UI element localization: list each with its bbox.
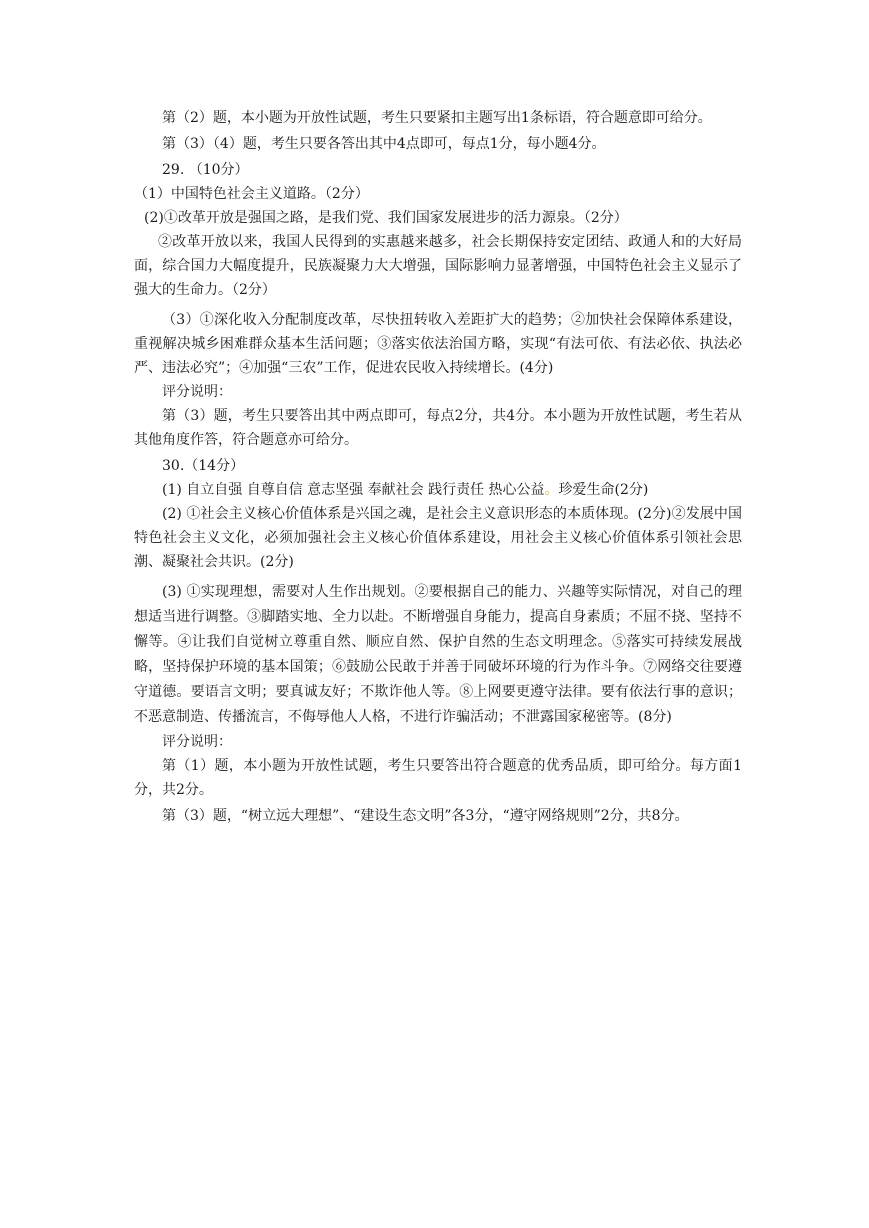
grading-note-q2: 第（2）题，本小题为开放性试题，考生只要紧扣主题写出1条标语，符合题意即可给分。: [162, 110, 712, 126]
q29-answer-2-part2: ②改革开放以来，我国人民得到的实惠越来越多，社会长期保持安定团结、政通人和的大好局面，综合国力大幅度提升，民族凝聚力大大增强，国际影响力显著增强，中国特色社会主义显示了强大的生命力。（2分）: [134, 234, 742, 298]
q29-answer-1: （1）中国特色社会主义道路。（2分）: [134, 186, 369, 202]
q29-answer-3: （3）①深化收入分配制度改革，尽快扭转收入差距扩大的趋势；②加快社会保障体系建设，重视解决城乡困难群众基本生活问题；③落实依法治国方略，实现“有法可依、有法必依、执法必严、违法必究”；④加强“三农”工作，促进农民收入持续增长。(4分): [134, 312, 742, 376]
question-29-heading: 29. （10分）: [162, 162, 249, 178]
document-page: [134, 106, 742, 828]
q29-answer-2-part1: (2)①改革开放是强国之路，是我们党、我们国家发展进步的活力源泉。（2分）: [144, 210, 628, 226]
q29-grading-heading: 评分说明：: [162, 384, 232, 400]
q30-grading-heading: 评分说明：: [162, 734, 232, 750]
q29-grading-note: 第（3）题，考生只要答出其中两点即可，每点2分，共4分。本小题为开放性试题，考生若从其他角度作答，符合题意亦可给分。: [134, 408, 742, 448]
q30-answer-1: (1) 自立自强 自尊自信 意志坚强 奉献社会 践行责任 热心公益。珍爱生命(2分): [162, 482, 649, 498]
q30-grading-note-3: 第（3）题，“树立远大理想”、“建设生态文明”各3分，“遵守网络规则”2分，共8分。: [162, 808, 689, 824]
grading-note-q3-q4: 第（3）（4）题，考生只要各答出其中4点即可，每点1分，每小题4分。: [162, 136, 606, 152]
q30-grading-note-1: 第（1）题，本小题为开放性试题，考生只要答出符合题意的优秀品质，即可给分。每方面1分，共2分。: [134, 758, 742, 798]
question-30-heading: 30.（14分）: [162, 458, 245, 474]
q30-answer-3: (3) ①实现理想，需要对人生作出规划。②要根据自己的能力、兴趣等实际情况，对自己的理想适当进行调整。③脚踏实地、全力以赴。不断增强自身能力，提高自身素质；不屈不挠、坚持不懈等。④让我们自觉树立尊重自然、顺应自然、保护自然的生态文明理念。⑤落实可持续发展战略，坚持保护环境的基本国策；⑥鼓励公民敢于并善于同破坏环境的行为作斗争。⑦网络交往要遵守道德。要语言文明；要真诚友好；不欺诈他人等。⑧上网要更遵守法律。要有依法行事的意识；不恶意制造、传播流言，不侮辱他人人格，不进行诈骗活动；不泄露国家秘密等。(8分): [134, 584, 742, 725]
q30-answer-2: (2) ①社会主义核心价值体系是兴国之魂，是社会主义意识形态的本质体现。(2分)②发展中国特色社会主义文化，必须加强社会主义核心价值体系建设，用社会主义核心价值体系引领社会思潮、凝聚社会共识。(2分): [134, 506, 742, 570]
